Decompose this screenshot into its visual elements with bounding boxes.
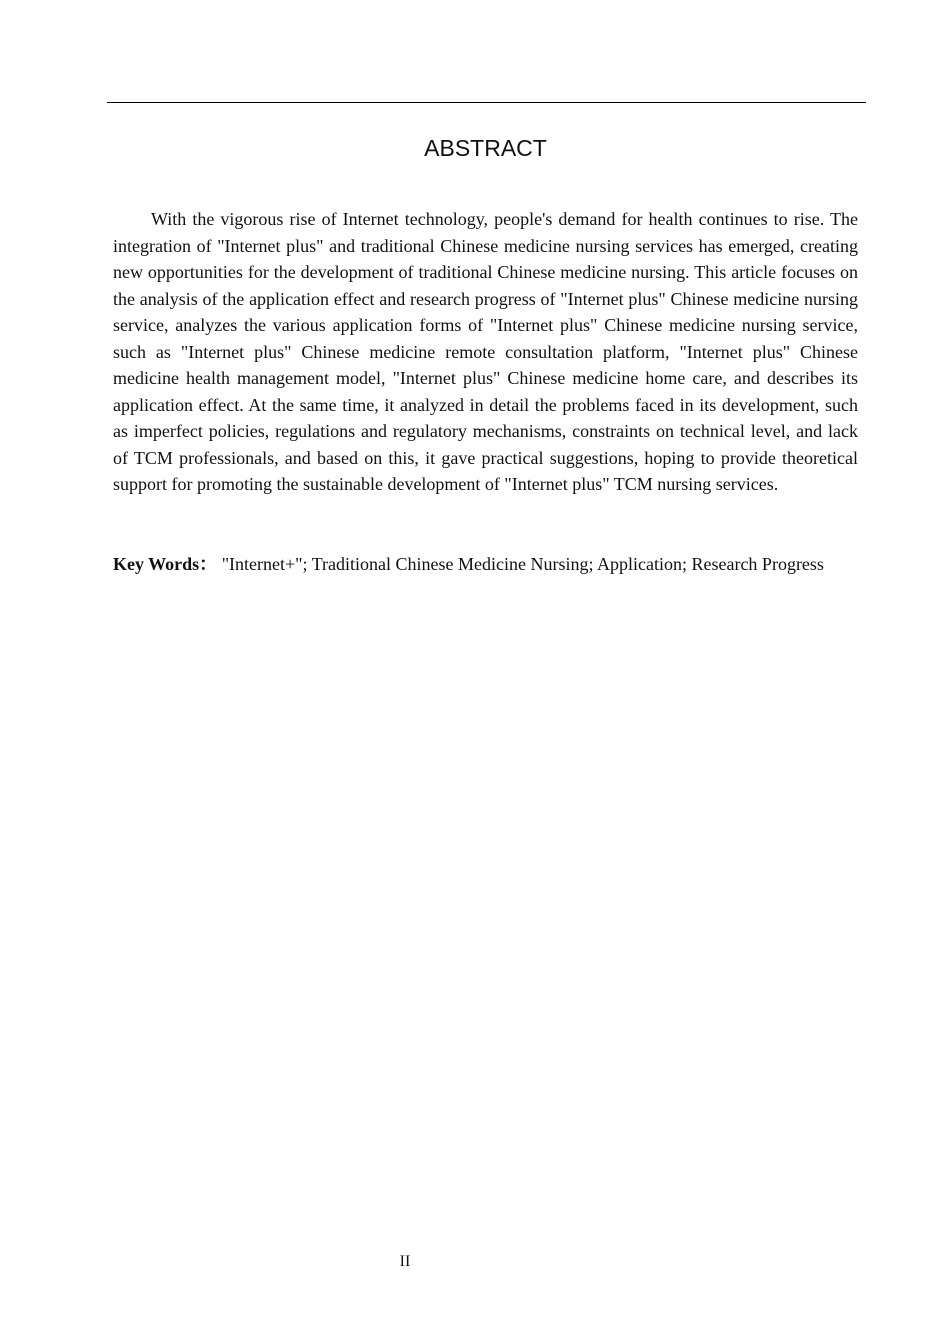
keywords-text: "Internet+"; Traditional Chinese Medicine Nursing; Application; Research Progress (221, 554, 824, 574)
abstract-title: ABSTRACT (424, 135, 547, 161)
page-number: II (399, 1253, 411, 1270)
keywords-label: Key Words： (113, 554, 218, 574)
abstract-body: With the vigorous rise of Internet technology, people's demand for health continues to rise. The integration of "Internet plus" and traditional Chinese medicine nursing services has emerged, creating new opportunities for the development of traditional Chinese medicine nursing. This article focuses on the analysis of the application effect and research progress of "Internet plus" Chinese medicine nursing service, analyzes the various application forms of "Internet plus" Chinese medicine nursing service, such as "Internet plus" Chinese medicine remote consultation platform, "Internet plus" Chinese medicine health management model, "Internet plus" Chinese medicine home care, and describes its application effect. At the same time, it analyzed in detail the problems faced in its development, such as imperfect policies, regulations and regulatory mechanisms, constraints on technical level, and lack of TCM professionals, and based on this, it gave practical suggestions, hoping to provide theoretical support for promoting the sustainable development of "Internet plus" TCM nursing services. (113, 209, 858, 494)
header-rule (107, 102, 866, 103)
keywords-paragraph (113, 551, 858, 578)
